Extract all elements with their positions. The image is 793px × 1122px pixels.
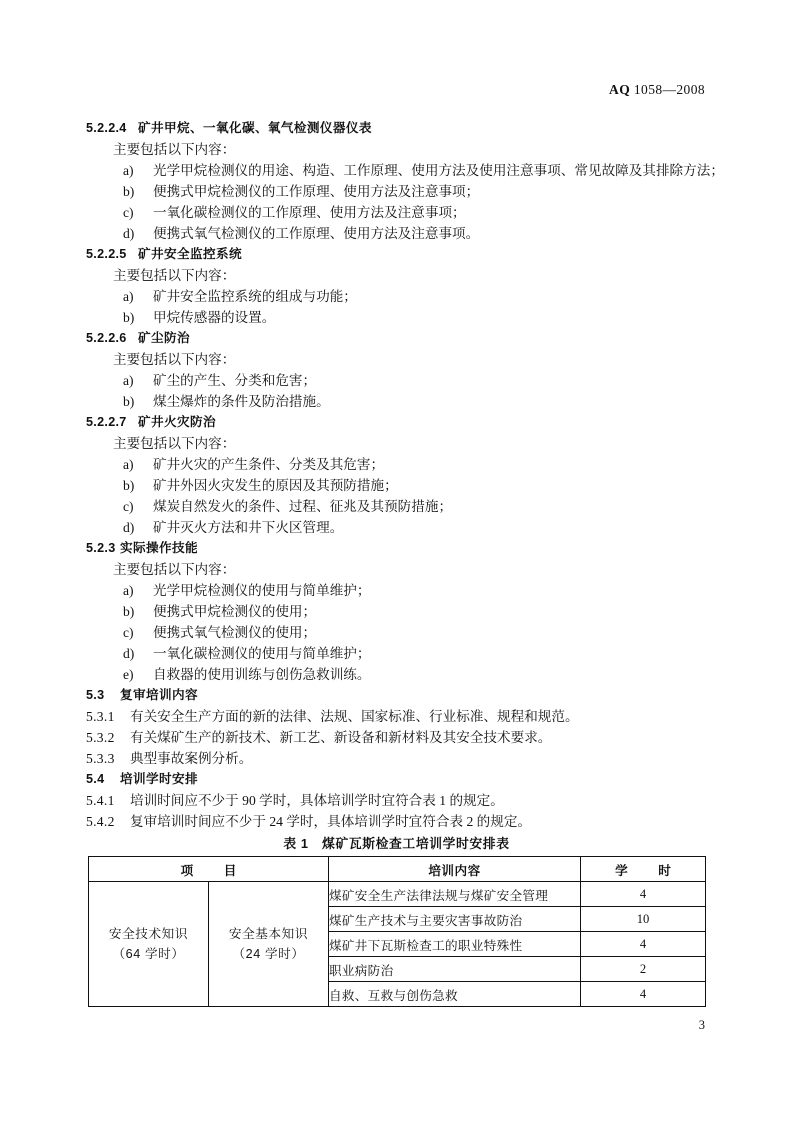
list-marker: b) bbox=[123, 184, 135, 199]
list-item bbox=[123, 601, 711, 622]
clause-title: 培训学时安排 bbox=[120, 772, 198, 786]
list-marker: d) bbox=[123, 226, 135, 241]
clause-heading bbox=[86, 118, 711, 139]
clause-paragraph bbox=[86, 790, 711, 811]
list-item-text: 矿井灭火方法和井下火区管理。 bbox=[153, 520, 344, 535]
clause-paragraph-text: 复审培训时间应不少于 24 学时，具体培训学时宜符合表 2 的规定。 bbox=[130, 814, 532, 829]
clause-paragraph-text: 有关煤矿生产的新技术、新工艺、新设备和新材料及其安全技术要求。 bbox=[130, 730, 552, 745]
list-item-text: 煤尘爆炸的条件及防治措施。 bbox=[153, 394, 330, 409]
training-hours-table bbox=[88, 856, 706, 1007]
clause-number: 5.2.2.6 bbox=[86, 331, 127, 345]
clause-lead-in: 主要包括以下内容： bbox=[113, 352, 236, 367]
list-marker: a) bbox=[123, 163, 134, 178]
list-item bbox=[123, 286, 711, 307]
topic-cell: 煤矿井下瓦斯检查工的职业特殊性 bbox=[329, 932, 581, 957]
list-item-text: 光学甲烷检测仪的使用与简单维护； bbox=[153, 583, 371, 598]
clause-number: 5.4.2 bbox=[86, 814, 115, 829]
clause-heading bbox=[86, 328, 711, 349]
clause-title: 矿井火灾防治 bbox=[138, 415, 216, 429]
topic-cell: 煤矿安全生产法律法规与煤矿安全管理 bbox=[329, 882, 581, 907]
clause-lead-in: 主要包括以下内容： bbox=[113, 268, 236, 283]
list-marker: c) bbox=[123, 625, 134, 640]
hours-cell: 4 bbox=[581, 932, 706, 957]
list-marker: d) bbox=[123, 646, 135, 661]
clause-number: 5.4.1 bbox=[86, 793, 115, 808]
list-marker: a) bbox=[123, 373, 134, 388]
clause-title: 矿尘防治 bbox=[138, 331, 190, 345]
clause-heading bbox=[86, 685, 711, 706]
list-item-text: 一氧化碳检测仪的工作原理、使用方法及注意事项； bbox=[153, 205, 466, 220]
clause-number: 5.2.3 bbox=[86, 541, 116, 555]
clause-item-list bbox=[86, 454, 711, 538]
clause-number: 5.2.2.5 bbox=[86, 247, 127, 261]
clause-item-list bbox=[86, 286, 711, 328]
list-item bbox=[123, 475, 711, 496]
list-item bbox=[123, 580, 711, 601]
list-item bbox=[123, 160, 724, 181]
clause-title: 矿井安全监控系统 bbox=[138, 247, 242, 261]
list-item-text: 煤炭自然发火的条件、过程、征兆及其预防措施； bbox=[153, 499, 453, 514]
standard-number: 1058—2008 bbox=[633, 82, 705, 97]
clause-paragraph bbox=[86, 748, 711, 769]
column-header-content: 培训内容 bbox=[329, 857, 581, 882]
list-item-text: 便携式氧气检测仪的使用； bbox=[153, 625, 317, 640]
list-marker: d) bbox=[123, 520, 135, 535]
list-marker: b) bbox=[123, 604, 135, 619]
clause-heading bbox=[86, 412, 711, 433]
clause-paragraph bbox=[86, 727, 711, 748]
list-item bbox=[123, 622, 711, 643]
list-item-text: 自救器的使用训练与创伤急救训练。 bbox=[153, 667, 371, 682]
list-item bbox=[123, 181, 711, 202]
clause-number: 5.2.2.4 bbox=[86, 121, 127, 135]
clause-number: 5.4 bbox=[86, 772, 105, 786]
hours-cell: 10 bbox=[581, 907, 706, 932]
topic-cell: 自救、互救与创伤急救 bbox=[329, 982, 581, 1007]
list-item bbox=[123, 517, 711, 538]
list-marker: e) bbox=[123, 667, 134, 682]
document-header bbox=[0, 82, 705, 98]
list-marker: a) bbox=[123, 457, 134, 472]
page-number: 3 bbox=[698, 1018, 705, 1032]
list-marker: c) bbox=[123, 205, 134, 220]
list-marker: c) bbox=[123, 499, 134, 514]
clause-number: 5.3 bbox=[86, 688, 105, 702]
clause-title: 复审培训内容 bbox=[120, 688, 198, 702]
hours-cell: 4 bbox=[581, 882, 706, 907]
column-header-hours: 学 时 bbox=[581, 857, 706, 882]
category-main-label: 安全技术知识 bbox=[108, 927, 189, 941]
list-item bbox=[123, 391, 711, 412]
clause-item-list bbox=[86, 160, 724, 244]
clause-paragraph-text: 培训时间应不少于 90 学时，具体培训学时宜符合表 1 的规定。 bbox=[130, 793, 504, 808]
category-main-hours: （64 学时） bbox=[112, 947, 185, 961]
list-marker: b) bbox=[123, 478, 135, 493]
list-item bbox=[123, 454, 711, 475]
hours-cell: 2 bbox=[581, 957, 706, 982]
clause-heading bbox=[86, 538, 711, 559]
clause-lead-in: 主要包括以下内容： bbox=[113, 436, 236, 451]
list-item-text: 矿井火灾的产生条件、分类及其危害； bbox=[153, 457, 385, 472]
category-sub-label: 安全基本知识 bbox=[228, 927, 309, 941]
list-item bbox=[123, 202, 711, 223]
table-row bbox=[89, 882, 706, 907]
category-sub-cell bbox=[209, 882, 329, 1007]
clause-number: 5.3.3 bbox=[86, 751, 115, 766]
topic-cell: 职业病防治 bbox=[329, 957, 581, 982]
clause-block bbox=[86, 328, 711, 412]
clause-number: 5.3.2 bbox=[86, 730, 115, 745]
list-item-text: 甲烷传感器的设置。 bbox=[153, 310, 276, 325]
standard-code: AQ bbox=[609, 82, 631, 97]
clause-item-list bbox=[86, 580, 711, 685]
hours-cell: 4 bbox=[581, 982, 706, 1007]
list-item-text: 一氧化碳检测仪的使用与简单维护； bbox=[153, 646, 371, 661]
list-item-text: 矿井安全监控系统的组成与功能； bbox=[153, 289, 357, 304]
list-item bbox=[123, 643, 711, 664]
clause-heading bbox=[86, 769, 711, 790]
table-header-row bbox=[89, 857, 706, 882]
clause-item-list bbox=[86, 370, 711, 412]
clause-block bbox=[86, 685, 711, 769]
table-caption: 表 1 煤矿瓦斯检查工培训学时安排表 bbox=[283, 836, 510, 851]
category-main-cell bbox=[89, 882, 209, 1007]
clause-title: 矿井甲烷、一氧化碳、氧气检测仪器仪表 bbox=[138, 121, 372, 135]
clause-block bbox=[86, 244, 711, 328]
list-marker: a) bbox=[123, 583, 134, 598]
list-item bbox=[123, 307, 711, 328]
list-item-text: 矿尘的产生、分类和危害； bbox=[153, 373, 317, 388]
list-item bbox=[123, 370, 711, 391]
clause-title: 实际操作技能 bbox=[120, 541, 198, 555]
document-body bbox=[86, 118, 724, 832]
clause-paragraph bbox=[86, 811, 711, 832]
clause-number: 5.2.2.7 bbox=[86, 415, 127, 429]
list-item bbox=[123, 664, 711, 685]
clause-paragraph bbox=[86, 706, 711, 727]
list-item-text: 矿井外因火灾发生的原因及其预防措施； bbox=[153, 478, 398, 493]
clause-block bbox=[86, 769, 711, 832]
list-marker: b) bbox=[123, 310, 135, 325]
clause-number: 5.3.1 bbox=[86, 709, 115, 724]
list-item-text: 便携式甲烷检测仪的工作原理、使用方法及注意事项； bbox=[153, 184, 480, 199]
clause-paragraph-text: 典型事故案例分析。 bbox=[130, 751, 253, 766]
list-item bbox=[123, 496, 711, 517]
list-item-text: 便携式甲烷检测仪的使用； bbox=[153, 604, 317, 619]
list-marker: b) bbox=[123, 394, 135, 409]
list-item-text: 便携式氧气检测仪的工作原理、使用方法及注意事项。 bbox=[153, 226, 480, 241]
clause-block bbox=[86, 538, 711, 685]
list-item bbox=[123, 223, 711, 244]
category-sub-hours: （24 学时） bbox=[232, 947, 305, 961]
clause-block bbox=[86, 412, 711, 538]
clause-paragraph-text: 有关安全生产方面的新的法律、法规、国家标准、行业标准、规程和规范。 bbox=[130, 709, 579, 724]
clause-heading bbox=[86, 244, 711, 265]
clause-block bbox=[86, 118, 724, 244]
topic-cell: 煤矿生产技术与主要灾害事故防治 bbox=[329, 907, 581, 932]
list-marker: a) bbox=[123, 289, 134, 304]
clause-lead-in: 主要包括以下内容： bbox=[113, 142, 236, 157]
clause-lead-in: 主要包括以下内容： bbox=[113, 562, 236, 577]
list-item-text: 光学甲烷检测仪的用途、构造、工作原理、使用方法及使用注意事项、常见故障及其排除方法； bbox=[153, 163, 724, 178]
column-header-item: 项 目 bbox=[89, 857, 329, 882]
